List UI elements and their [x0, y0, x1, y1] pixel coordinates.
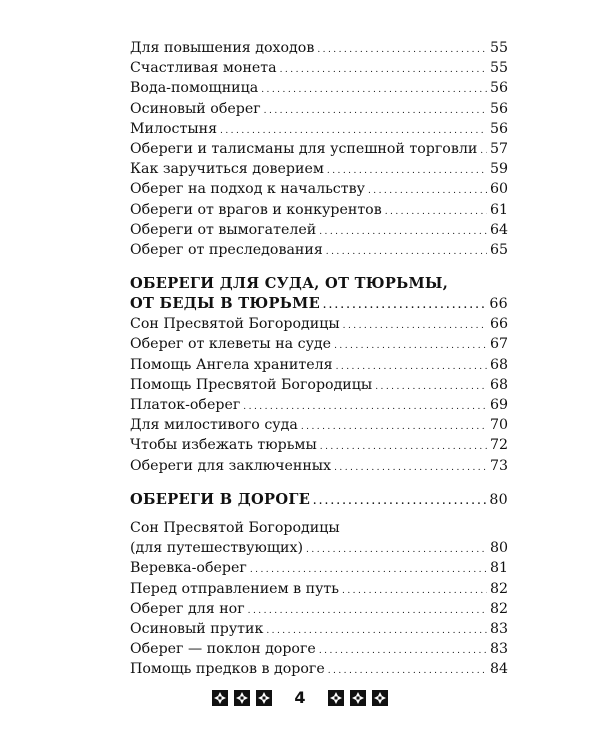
heading-text: ОБЕРЕГИ В ДОРОГЕ	[130, 490, 311, 508]
toc-entry	[130, 375, 508, 395]
toc-entry-title: Обереги от врагов и конкурентов	[130, 201, 382, 218]
toc-entry-page: 72	[489, 437, 508, 454]
leader-dots	[326, 240, 487, 262]
toc-entry	[130, 355, 508, 375]
leader-dots	[385, 200, 487, 222]
toc-entry-page: 83	[489, 641, 508, 658]
toc-entry-page: 67	[489, 336, 508, 353]
toc-entry-title: Счастливая монета	[130, 60, 277, 77]
leader-dots	[264, 99, 487, 121]
toc-entry-title: Милостыня	[130, 120, 218, 137]
toc-entry-page: 65	[489, 241, 508, 258]
ornament-group-right	[328, 690, 388, 706]
toc-entry	[130, 619, 508, 639]
toc-entry-title: Обереги от вымогателей	[130, 221, 317, 238]
leader-dots	[243, 395, 487, 417]
leader-dots	[323, 294, 486, 316]
toc-entry-title: Осиновый оберег	[130, 100, 261, 117]
toc-entry	[130, 659, 508, 679]
toc-entry	[130, 159, 508, 179]
toc-section-income	[130, 38, 508, 260]
leader-dots	[375, 375, 487, 397]
toc-entry-page: 80	[489, 540, 508, 557]
toc-entry-title: Осиновый прутик	[130, 620, 264, 637]
ornament-icon	[372, 690, 388, 706]
heading-page-number: 66	[489, 296, 508, 313]
toc-entry	[130, 119, 508, 139]
toc-entry-page: 81	[489, 560, 508, 577]
ornament-icon	[350, 690, 366, 706]
toc-entry-page: 66	[489, 316, 508, 333]
ornament-icon	[212, 690, 228, 706]
toc-entry	[130, 314, 508, 334]
toc-entry-page: 64	[489, 221, 508, 238]
toc-entry	[130, 179, 508, 199]
toc-section-court	[130, 314, 508, 476]
leader-dots	[319, 639, 487, 661]
toc-entry-title: Перед отправлением в путь	[130, 580, 340, 597]
toc-entry-title: Помощь Ангела хранителя	[130, 356, 333, 373]
leader-dots	[343, 314, 487, 336]
ornament-icon	[328, 690, 344, 706]
toc-entry	[130, 435, 508, 455]
leader-dots	[266, 619, 487, 641]
toc-entry	[130, 200, 508, 220]
toc-entry	[130, 538, 508, 558]
leader-dots	[368, 179, 487, 201]
leader-dots	[480, 139, 487, 161]
toc-entry-title: Как заручиться доверием	[130, 161, 324, 178]
toc-entry	[130, 58, 508, 78]
toc-entry	[130, 240, 508, 260]
leader-dots	[280, 58, 487, 80]
toc-entry-page: 82	[489, 580, 508, 597]
toc-entry	[130, 220, 508, 240]
toc-entry-page: 68	[489, 376, 508, 393]
toc-entry-title: Для повышения доходов	[130, 40, 315, 56]
toc-entry-page: 68	[489, 356, 508, 373]
ornament-group-left	[212, 690, 272, 706]
toc-entry-title: Оберег — поклон дороге	[130, 641, 316, 658]
toc-entry-title: Оберег от клеветы на суде	[130, 336, 332, 353]
leader-dots	[320, 435, 487, 457]
leader-dots	[319, 220, 487, 242]
toc-entry	[130, 456, 508, 476]
leader-dots	[334, 456, 487, 478]
toc-entry-page: 70	[489, 417, 508, 434]
toc-entry-page: 55	[489, 60, 508, 77]
section-heading-road	[130, 490, 508, 510]
page-footer	[0, 688, 600, 707]
leader-dots	[334, 334, 487, 356]
page-number: 4	[294, 688, 306, 707]
ornament-icon	[234, 690, 250, 706]
toc-entry-title: Оберег от преследования	[130, 241, 323, 258]
leader-dots	[317, 38, 487, 60]
toc-entry-title: Веревка-оберег	[130, 560, 247, 577]
section-heading-court	[130, 274, 508, 314]
toc-entry-title: Для милостивого суда	[130, 417, 298, 434]
toc-entry	[130, 334, 508, 354]
toc-entry	[130, 579, 508, 599]
table-of-contents	[130, 38, 508, 679]
leader-dots	[313, 490, 486, 512]
toc-entry-title: Обереги для заключенных	[130, 457, 332, 474]
toc-entry-page: 73	[489, 457, 508, 474]
toc-entry	[130, 415, 508, 435]
toc-entry-title: Сон Пресвятой Богородицы	[130, 316, 340, 333]
toc-entry	[130, 599, 508, 619]
toc-entry	[130, 99, 508, 119]
toc-entry-title-line: Сон Пресвятой Богородицы	[130, 519, 340, 536]
toc-entry-page: 69	[489, 397, 508, 413]
leader-dots	[301, 415, 487, 437]
leader-dots	[261, 78, 487, 100]
toc-entry-title: Помощь Пресвятой Богородицы	[130, 376, 373, 393]
heading-line-1: ОБЕРЕГИ ДЛЯ СУДА, ОТ ТЮРЬМЫ,	[130, 275, 449, 293]
toc-entry	[130, 558, 508, 578]
heading-line-2: ОТ БЕДЫ В ТЮРЬМЕ	[130, 295, 320, 313]
leader-dots	[342, 579, 487, 601]
toc-entry-title: Чтобы избежать тюрьмы	[130, 437, 317, 454]
leader-dots	[328, 659, 487, 681]
toc-entry-title: Вода-помощница	[130, 80, 259, 97]
leader-dots	[250, 558, 487, 580]
toc-entry-page: 60	[489, 181, 508, 198]
toc-entry-title: (для путешествующих)	[130, 540, 304, 557]
toc-entry-title: Оберег для ног	[130, 600, 245, 617]
toc-entry-page: 56	[489, 80, 508, 97]
toc-entry-page: 57	[489, 140, 508, 157]
toc-entry	[130, 78, 508, 98]
toc-entry	[130, 639, 508, 659]
toc-entry-title: Платок-оберег	[130, 397, 241, 413]
toc-entry-page: 55	[489, 40, 508, 56]
toc-entry-page: 61	[489, 201, 508, 218]
toc-entry	[130, 395, 508, 415]
toc-entry-page: 56	[489, 120, 508, 137]
toc-entry-title: Оберег на подход к начальству	[130, 181, 365, 198]
toc-entry-page: 59	[489, 161, 508, 178]
toc-entry-page: 83	[489, 620, 508, 637]
leader-dots	[220, 119, 487, 141]
toc-entry	[130, 38, 508, 58]
leader-dots	[248, 599, 487, 621]
leader-dots	[306, 538, 487, 560]
leader-dots	[336, 355, 487, 377]
toc-section-road	[130, 558, 508, 679]
toc-entry-page: 82	[489, 600, 508, 617]
ornament-icon	[256, 690, 272, 706]
toc-entry-title: Помощь предков в дороге	[130, 661, 325, 678]
toc-entry-page: 56	[489, 100, 508, 117]
heading-page-number: 80	[489, 491, 508, 508]
toc-entry-title: Обереги и талисманы для успешной торговли	[130, 140, 478, 157]
toc-entry-page: 84	[489, 661, 508, 678]
leader-dots	[327, 159, 487, 181]
toc-entry	[130, 139, 508, 159]
